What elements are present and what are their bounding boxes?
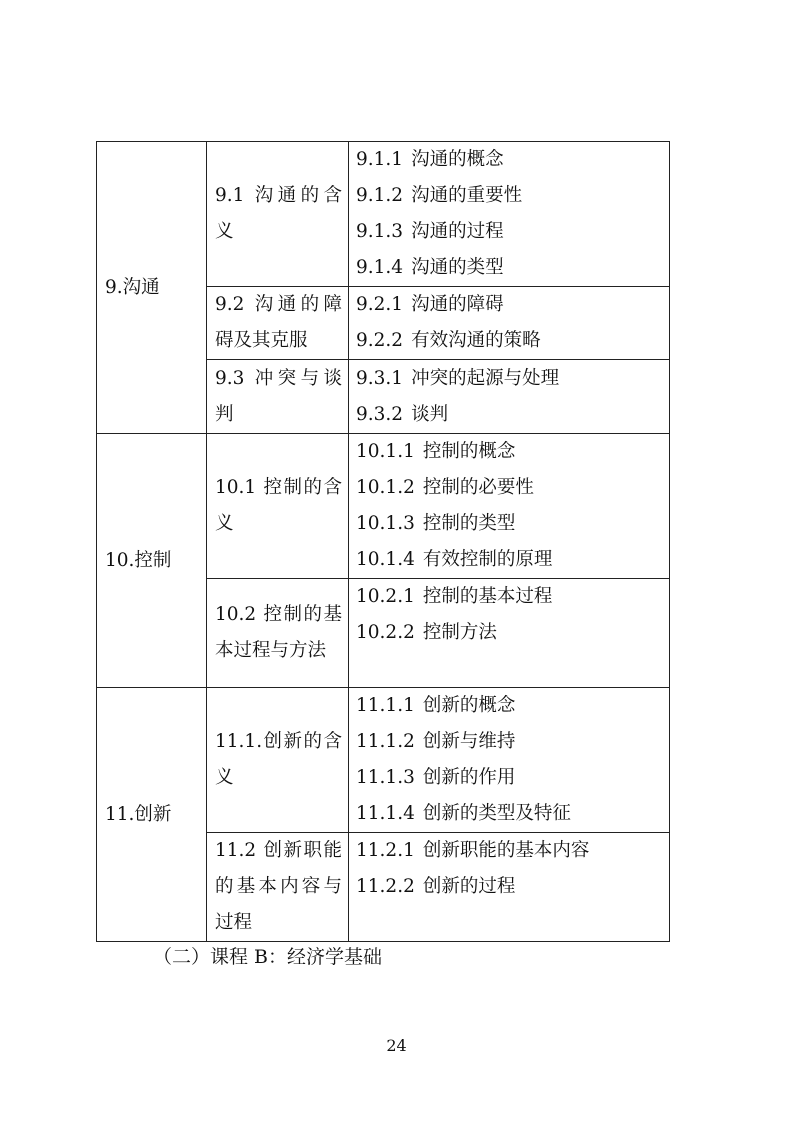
topic-item [356, 688, 669, 724]
topic-text: 创新的概念 [422, 695, 516, 716]
topic-text: 沟通的类型 [411, 257, 504, 278]
table-row [97, 688, 670, 833]
topic-number: 10.2.1 [356, 586, 415, 607]
topic-text: 控制的概念 [422, 441, 516, 462]
topic-text: 控制的类型 [422, 513, 516, 534]
topic-item [356, 760, 669, 796]
topic-item [356, 615, 669, 651]
topic-number: 9.1.1 [356, 149, 404, 170]
table-row [97, 434, 670, 579]
topic-item [356, 250, 669, 286]
topic-item [356, 287, 669, 323]
topic-item [356, 506, 669, 542]
topic-list [349, 833, 670, 942]
topic-number: 10.2.2 [356, 622, 415, 643]
topic-number: 11.1.1 [356, 695, 415, 716]
topic-number: 9.1.2 [356, 185, 404, 206]
topic-text: 沟通的概念 [411, 149, 504, 170]
topic-number: 10.1.3 [356, 513, 415, 534]
topic-text: 创新职能的基本内容 [422, 840, 590, 861]
topic-item [356, 542, 669, 578]
page-number: 24 [386, 1036, 407, 1055]
topic-text: 创新的作用 [422, 767, 516, 788]
topic-number: 9.3.1 [356, 367, 404, 389]
topic-text: 谈判 [411, 403, 449, 425]
topic-list [349, 287, 670, 360]
topic-number: 9.2.2 [356, 330, 404, 351]
topic-item [356, 796, 669, 832]
topic-number: 9.1.3 [356, 221, 404, 242]
section-title: 10.1 控制的含义 [207, 434, 349, 579]
topic-number: 11.1.4 [356, 803, 415, 824]
topic-list [349, 360, 670, 434]
topic-number: 9.2.1 [356, 294, 404, 315]
topic-number: 11.2.2 [356, 876, 415, 897]
topic-text: 有效控制的原理 [422, 549, 553, 570]
topic-text: 创新的过程 [422, 876, 516, 897]
topic-number: 9.3.2 [356, 403, 404, 425]
topic-item [356, 579, 669, 615]
topic-text: 创新的类型及特征 [422, 803, 571, 824]
topic-text: 沟通的障碍 [411, 294, 504, 315]
course-heading: （二）课程 B：经济学基础 [153, 946, 383, 968]
topic-item [356, 361, 669, 397]
chapter-title: 10.控制 [97, 434, 207, 688]
topic-item [356, 323, 669, 359]
topic-text: 有效沟通的策略 [411, 330, 541, 351]
section-title: 10.2 控制的基本过程与方法 [207, 579, 349, 688]
chapter-title: 11.创新 [97, 688, 207, 942]
topic-text: 沟通的重要性 [411, 185, 523, 206]
topic-text: 冲突的起源与处理 [411, 367, 560, 389]
topic-item [356, 397, 669, 433]
topic-text: 创新与维持 [422, 731, 516, 752]
topic-number: 10.1.1 [356, 441, 415, 462]
topic-item [356, 869, 669, 905]
topic-number: 11.1.3 [356, 767, 415, 788]
syllabus-table [96, 141, 670, 942]
topic-list [349, 579, 670, 688]
topic-item [356, 214, 669, 250]
topic-item [356, 178, 669, 214]
topic-number: 11.2.1 [356, 840, 415, 861]
topic-item [356, 142, 669, 178]
topic-text: 控制的基本过程 [422, 586, 553, 607]
topic-item [356, 434, 669, 470]
table-row [97, 142, 670, 287]
topic-text: 控制方法 [422, 622, 497, 643]
section-title: 9.2 沟通的障碍及其克服 [207, 287, 349, 360]
topic-item [356, 470, 669, 506]
topic-list [349, 688, 670, 833]
section-title: 9.3 冲突与谈判 [207, 360, 349, 434]
section-title: 11.1.创新的含义 [207, 688, 349, 833]
chapter-title: 9.沟通 [97, 142, 207, 434]
section-title: 11.2 创新职能的基本内容与过程 [207, 833, 349, 942]
topic-number: 9.1.4 [356, 257, 404, 278]
topic-text: 控制的必要性 [422, 477, 534, 498]
topic-item [356, 833, 669, 869]
topic-number: 10.1.2 [356, 477, 415, 498]
section-title: 9.1 沟通的含义 [207, 142, 349, 287]
topic-list [349, 142, 670, 287]
topic-text: 沟通的过程 [411, 221, 504, 242]
topic-number: 10.1.4 [356, 549, 415, 570]
topic-number: 11.1.2 [356, 731, 415, 752]
topic-item [356, 724, 669, 760]
topic-list [349, 434, 670, 579]
